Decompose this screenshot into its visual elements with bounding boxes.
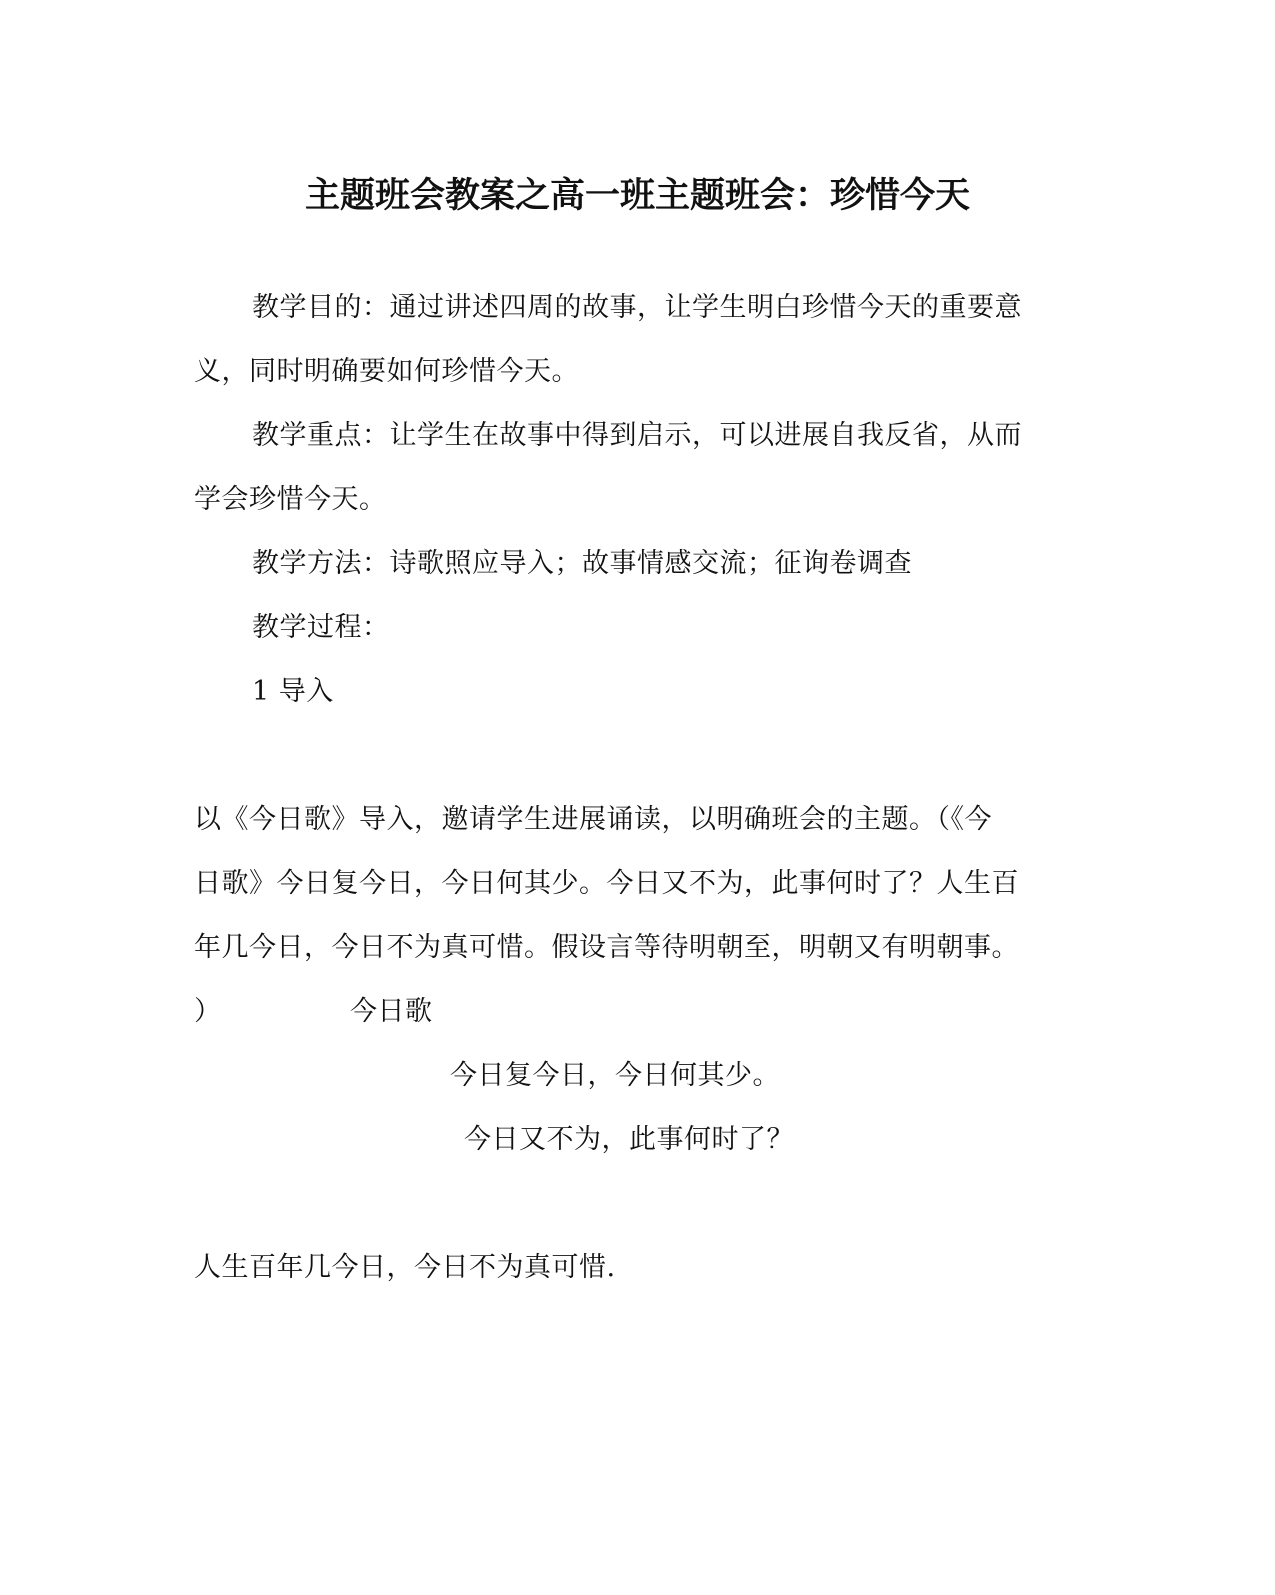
paragraph-line: 学会珍惜今天。 xyxy=(194,484,387,515)
paragraph-line: 日歌》今日复今日，今日何其少。今日又不为，此事何时了？人生百 xyxy=(194,868,1019,899)
poem-line: 今日复今日，今日何其少。 xyxy=(450,1060,780,1091)
paragraph-line: 义，同时明确要如何珍惜今天。 xyxy=(194,356,579,387)
paragraph-line: 教学过程： xyxy=(252,612,390,643)
section-heading: 1 导入 xyxy=(252,676,334,707)
paragraph-line: 教学重点：让学生在故事中得到启示，可以进展自我反省，从而 xyxy=(252,420,1022,451)
poem-line: 人生百年几今日，今日不为真可惜. xyxy=(194,1252,616,1283)
paragraph-line: 年几今日，今日不为真可惜。假设言等待明朝至，明朝又有明朝事。 xyxy=(194,932,1019,963)
paragraph-line: 教学目的：通过讲述四周的故事，让学生明白珍惜今天的重要意 xyxy=(252,292,1022,323)
closing-paren: ） xyxy=(194,996,222,1027)
poem-line: 今日又不为，此事何时了？ xyxy=(464,1124,794,1155)
paragraph-line: 以《今日歌》导入，邀请学生进展诵读，以明确班会的主题。（《今 xyxy=(194,804,992,835)
paragraph-line: 教学方法：诗歌照应导入；故事情感交流；征询卷调查 xyxy=(252,548,912,579)
document-title: 主题班会教案之高一班主题班会：珍惜今天 xyxy=(304,175,970,216)
poem-title: 今日歌 xyxy=(350,996,433,1027)
